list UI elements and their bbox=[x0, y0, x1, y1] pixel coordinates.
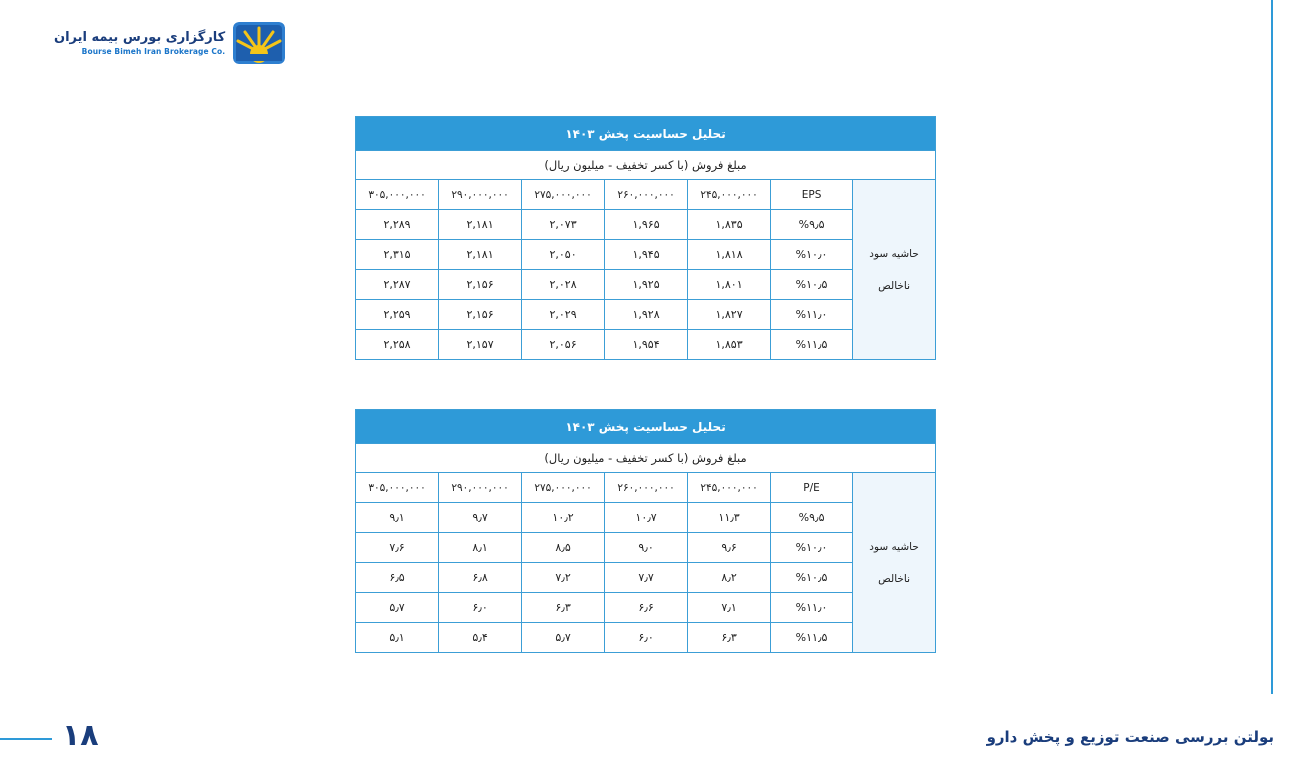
value-cell: ۲,۲۸۹ bbox=[356, 210, 439, 240]
value-cell: ۱,۹۴۵ bbox=[605, 240, 688, 270]
margin-cell: %۱۱٫۰ bbox=[771, 593, 853, 623]
table-row bbox=[356, 330, 936, 360]
value-cell: ۲,۰۲۹ bbox=[522, 300, 605, 330]
table-title: تحلیل حساسیت پخش ۱۴۰۳ bbox=[356, 410, 936, 444]
footer-title: بولتن بررسی صنعت توزیع و پخش دارو bbox=[986, 728, 1274, 746]
table-subtitle-row bbox=[356, 444, 936, 473]
value-cell: ۲,۱۵۷ bbox=[439, 330, 522, 360]
column-header: ۲۹۰,۰۰۰,۰۰۰ bbox=[439, 473, 522, 503]
table-subtitle: مبلغ فروش (با کسر تخفیف - میلیون ریال) bbox=[356, 151, 936, 180]
value-cell: ۲,۱۵۶ bbox=[439, 270, 522, 300]
value-cell: ۷٫۷ bbox=[605, 563, 688, 593]
value-cell: ۱,۹۲۵ bbox=[605, 270, 688, 300]
value-cell: ۲,۱۸۱ bbox=[439, 240, 522, 270]
value-cell: ۲,۱۵۶ bbox=[439, 300, 522, 330]
table-title-row bbox=[356, 117, 936, 151]
sunrise-logo-icon bbox=[233, 22, 285, 64]
company-name-fa: کارگزاری بورس بیمه ایران bbox=[54, 30, 226, 45]
column-header-row bbox=[356, 473, 936, 503]
value-cell: ۱,۹۵۴ bbox=[605, 330, 688, 360]
eps-sensitivity-table bbox=[355, 116, 936, 360]
table-subtitle-row bbox=[356, 151, 936, 180]
value-cell: ۲,۲۵۹ bbox=[356, 300, 439, 330]
table-title-row bbox=[356, 410, 936, 444]
table-row bbox=[356, 240, 936, 270]
table-row bbox=[356, 593, 936, 623]
value-cell: ۵٫۱ bbox=[356, 623, 439, 653]
value-cell: ۶٫۳ bbox=[688, 623, 771, 653]
column-header: ۲۴۵,۰۰۰,۰۰۰ bbox=[688, 180, 771, 210]
gross-margin-label: حاشیه سود ناخالص bbox=[853, 473, 936, 653]
value-cell: ۲,۲۸۷ bbox=[356, 270, 439, 300]
value-cell: ۵٫۴ bbox=[439, 623, 522, 653]
value-cell: ۲,۰۷۳ bbox=[522, 210, 605, 240]
value-cell: ۵٫۷ bbox=[356, 593, 439, 623]
value-cell: ۹٫۷ bbox=[439, 503, 522, 533]
margin-cell: %۱۱٫۵ bbox=[771, 623, 853, 653]
table-row bbox=[356, 533, 936, 563]
column-header: ۳۰۵,۰۰۰,۰۰۰ bbox=[356, 180, 439, 210]
column-header: ۲۹۰,۰۰۰,۰۰۰ bbox=[439, 180, 522, 210]
margin-cell: %۱۱٫۰ bbox=[771, 300, 853, 330]
table-row bbox=[356, 623, 936, 653]
logo-text bbox=[54, 29, 225, 57]
value-cell: ۶٫۳ bbox=[522, 593, 605, 623]
value-cell: ۱,۸۰۱ bbox=[688, 270, 771, 300]
value-cell: ۵٫۷ bbox=[522, 623, 605, 653]
metric-label: P/E bbox=[771, 473, 853, 503]
column-header: ۲۴۵,۰۰۰,۰۰۰ bbox=[688, 473, 771, 503]
value-cell: ۱,۸۵۳ bbox=[688, 330, 771, 360]
value-cell: ۶٫۵ bbox=[356, 563, 439, 593]
margin-cell: %۱۱٫۵ bbox=[771, 330, 853, 360]
value-cell: ۲,۰۵۶ bbox=[522, 330, 605, 360]
margin-cell: %۱۰٫۵ bbox=[771, 270, 853, 300]
value-cell: ۲,۰۲۸ bbox=[522, 270, 605, 300]
column-header: ۲۶۰,۰۰۰,۰۰۰ bbox=[605, 180, 688, 210]
value-cell: ۶٫۶ bbox=[605, 593, 688, 623]
table-row bbox=[356, 503, 936, 533]
column-header-row bbox=[356, 180, 936, 210]
value-cell: ۱,۸۳۵ bbox=[688, 210, 771, 240]
margin-cell: %۹٫۵ bbox=[771, 210, 853, 240]
table-row bbox=[356, 210, 936, 240]
column-header: ۲۷۵,۰۰۰,۰۰۰ bbox=[522, 473, 605, 503]
value-cell: ۹٫۶ bbox=[688, 533, 771, 563]
value-cell: ۱,۸۲۷ bbox=[688, 300, 771, 330]
pe-sensitivity-table bbox=[355, 409, 936, 653]
value-cell: ۶٫۰ bbox=[439, 593, 522, 623]
value-cell: ۶٫۸ bbox=[439, 563, 522, 593]
value-cell: ۱۱٫۳ bbox=[688, 503, 771, 533]
metric-label: EPS bbox=[771, 180, 853, 210]
column-header: ۳۰۵,۰۰۰,۰۰۰ bbox=[356, 473, 439, 503]
table-row bbox=[356, 270, 936, 300]
value-cell: ۷٫۲ bbox=[522, 563, 605, 593]
table-title: تحلیل حساسیت پخش ۱۴۰۳ bbox=[356, 117, 936, 151]
value-cell: ۷٫۱ bbox=[688, 593, 771, 623]
footer-left-rule bbox=[0, 738, 52, 740]
value-cell: ۹٫۱ bbox=[356, 503, 439, 533]
value-cell: ۹٫۰ bbox=[605, 533, 688, 563]
value-cell: ۲,۱۸۱ bbox=[439, 210, 522, 240]
table-row bbox=[356, 563, 936, 593]
value-cell: ۶٫۰ bbox=[605, 623, 688, 653]
margin-cell: %۱۰٫۰ bbox=[771, 240, 853, 270]
column-header: ۲۷۵,۰۰۰,۰۰۰ bbox=[522, 180, 605, 210]
margin-cell: %۹٫۵ bbox=[771, 503, 853, 533]
value-cell: ۱۰٫۲ bbox=[522, 503, 605, 533]
margin-cell: %۱۰٫۵ bbox=[771, 563, 853, 593]
value-cell: ۱,۹۶۵ bbox=[605, 210, 688, 240]
company-name-en: Bourse Bimeh Iran Brokerage Co. bbox=[81, 47, 226, 56]
table-row bbox=[356, 300, 936, 330]
value-cell: ۷٫۶ bbox=[356, 533, 439, 563]
company-logo bbox=[54, 22, 285, 64]
right-vertical-rule bbox=[1271, 0, 1273, 694]
value-cell: ۲,۲۵۸ bbox=[356, 330, 439, 360]
margin-cell: %۱۰٫۰ bbox=[771, 533, 853, 563]
value-cell: ۸٫۱ bbox=[439, 533, 522, 563]
column-header: ۲۶۰,۰۰۰,۰۰۰ bbox=[605, 473, 688, 503]
table-subtitle: مبلغ فروش (با کسر تخفیف - میلیون ریال) bbox=[356, 444, 936, 473]
value-cell: ۸٫۵ bbox=[522, 533, 605, 563]
page-number: ۱۸ bbox=[62, 718, 99, 753]
value-cell: ۱,۸۱۸ bbox=[688, 240, 771, 270]
value-cell: ۱۰٫۷ bbox=[605, 503, 688, 533]
gross-margin-label: حاشیه سود ناخالص bbox=[853, 180, 936, 360]
value-cell: ۸٫۲ bbox=[688, 563, 771, 593]
value-cell: ۲,۳۱۵ bbox=[356, 240, 439, 270]
value-cell: ۱,۹۲۸ bbox=[605, 300, 688, 330]
value-cell: ۲,۰۵۰ bbox=[522, 240, 605, 270]
